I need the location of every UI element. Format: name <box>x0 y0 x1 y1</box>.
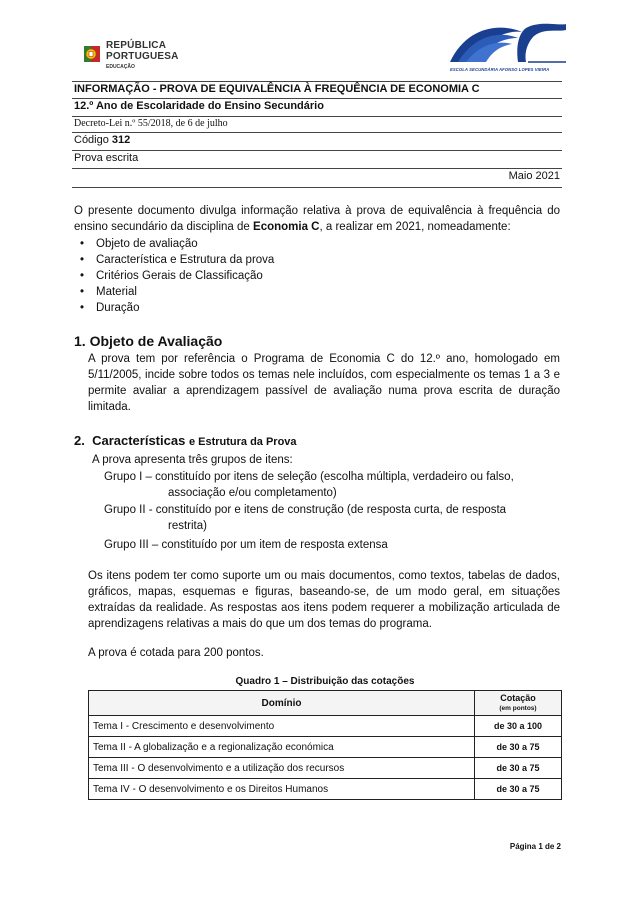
grupo-3: Grupo III – constituído por um item de resposta extensa <box>104 539 388 551</box>
school-logo <box>448 22 570 74</box>
school-year: 12.º Ano de Escolaridade do Ensino Secundário <box>72 99 562 117</box>
dominio-cell: Tema II - A globalização e a regionalização económica <box>89 737 475 758</box>
dominio-cell: Tema IV - O desenvolvimento e os Direitos Humanos <box>89 779 475 800</box>
document-title: INFORMAÇÃO - PROVA DE EQUIVALÊNCIA À FREQUÊNCIA DE ECONOMIA C <box>72 82 562 99</box>
dominio-cell: Tema I - Crescimento e desenvolvimento <box>89 716 475 737</box>
rp-logo-line1: REPÚBLICA <box>106 40 167 51</box>
section2-paragraph: Os itens podem ter como suporte um ou mais documentos, como textos, tabelas de dados, gráficos, mapas, esquemas e figuras, baseando-se, de um modo geral, em situações extraídas da realidade. As respostas aos itens podem requerer a mobilização articulada de aprendizagens relativas a mais do que um dos temas do programa. <box>88 570 560 630</box>
section2-total-points: A prova é cotada para 200 pontos. <box>88 647 264 659</box>
grupo-2: Grupo II - constituído por e itens de construção (de resposta curta, de resposta restrita) <box>104 504 507 532</box>
republica-portuguesa-logo <box>82 40 202 76</box>
dominio-cell: Tema III - O desenvolvimento e a utilização dos recursos <box>89 758 475 779</box>
exam-date: Maio 2021 <box>72 169 562 188</box>
section2-lead: A prova apresenta três grupos de itens: <box>92 454 293 466</box>
table-caption: Quadro 1 – Distribuição das cotações <box>235 676 415 687</box>
list-item: • Característica e Estrutura da prova <box>80 252 480 268</box>
list-item: • Objeto de avaliação <box>80 236 480 252</box>
school-caption: ESCOLA SECUNDÁRIA AFONSO LOPES VIEIRA <box>450 67 550 72</box>
exam-code-value: 312 <box>111 134 131 146</box>
table-row <box>89 758 562 779</box>
school-wave-logo-icon <box>448 22 570 66</box>
list-item: • Duração <box>80 300 480 316</box>
table-row <box>89 779 562 800</box>
table-header-row <box>89 691 562 716</box>
rp-logo-line2: PORTUGUESA <box>106 51 179 62</box>
col-dominio-header: Domínio <box>89 691 475 716</box>
cotacao-cell: de 30 a 75 <box>475 779 562 800</box>
list-item: • Material <box>80 284 480 300</box>
table-row <box>89 716 562 737</box>
cotacoes-table <box>88 690 562 800</box>
section1-heading: 1. Objeto de Avaliação <box>74 333 223 349</box>
cotacao-cell: de 30 a 75 <box>475 737 562 758</box>
intro-bullet-list <box>80 236 480 316</box>
section2-heading: 2. Características e Estrutura da Prova <box>74 433 297 448</box>
cotacao-cell: de 30 a 75 <box>475 758 562 779</box>
cotacao-cell: de 30 a 100 <box>475 716 562 737</box>
col-cotacao-header: Cotação (em pontos) <box>475 691 562 716</box>
section1-body: A prova tem por referência o Programa de Economia C do 12.º ano, homologado em 5/11/2005, incide sobre todos os temas nele incluídos, com especialmente os temas 1 a 3 e permite avaliar a aprendizagem passível de avaliação numa prova escrita de duração limitada. <box>88 353 560 413</box>
portugal-emblem-icon <box>82 42 102 66</box>
table-row <box>89 737 562 758</box>
exam-type: Prova escrita <box>72 151 562 169</box>
page-number: Página 1 de 2 <box>509 842 561 851</box>
rp-logo-sub: EDUCAÇÃO <box>106 64 135 70</box>
list-item: • Critérios Gerais de Classificação <box>80 268 480 284</box>
exam-code-label: Código <box>74 134 109 146</box>
grupo-1: Grupo I – constituído por itens de seleção (escolha múltipla, verdadeiro ou falso, associação e/ou completamento) <box>104 471 514 499</box>
intro-subject: Economia C <box>253 221 320 233</box>
exam-code <box>72 133 562 151</box>
intro-paragraph: O presente documento divulga informação relativa à prova de equivalência à frequência do ensino secundário da disciplina de Economia C, a realizar em 2021, nomeadamente: <box>74 205 560 233</box>
decreto-lei: Decreto-Lei n.º 55/2018, de 6 de julho <box>72 117 562 133</box>
